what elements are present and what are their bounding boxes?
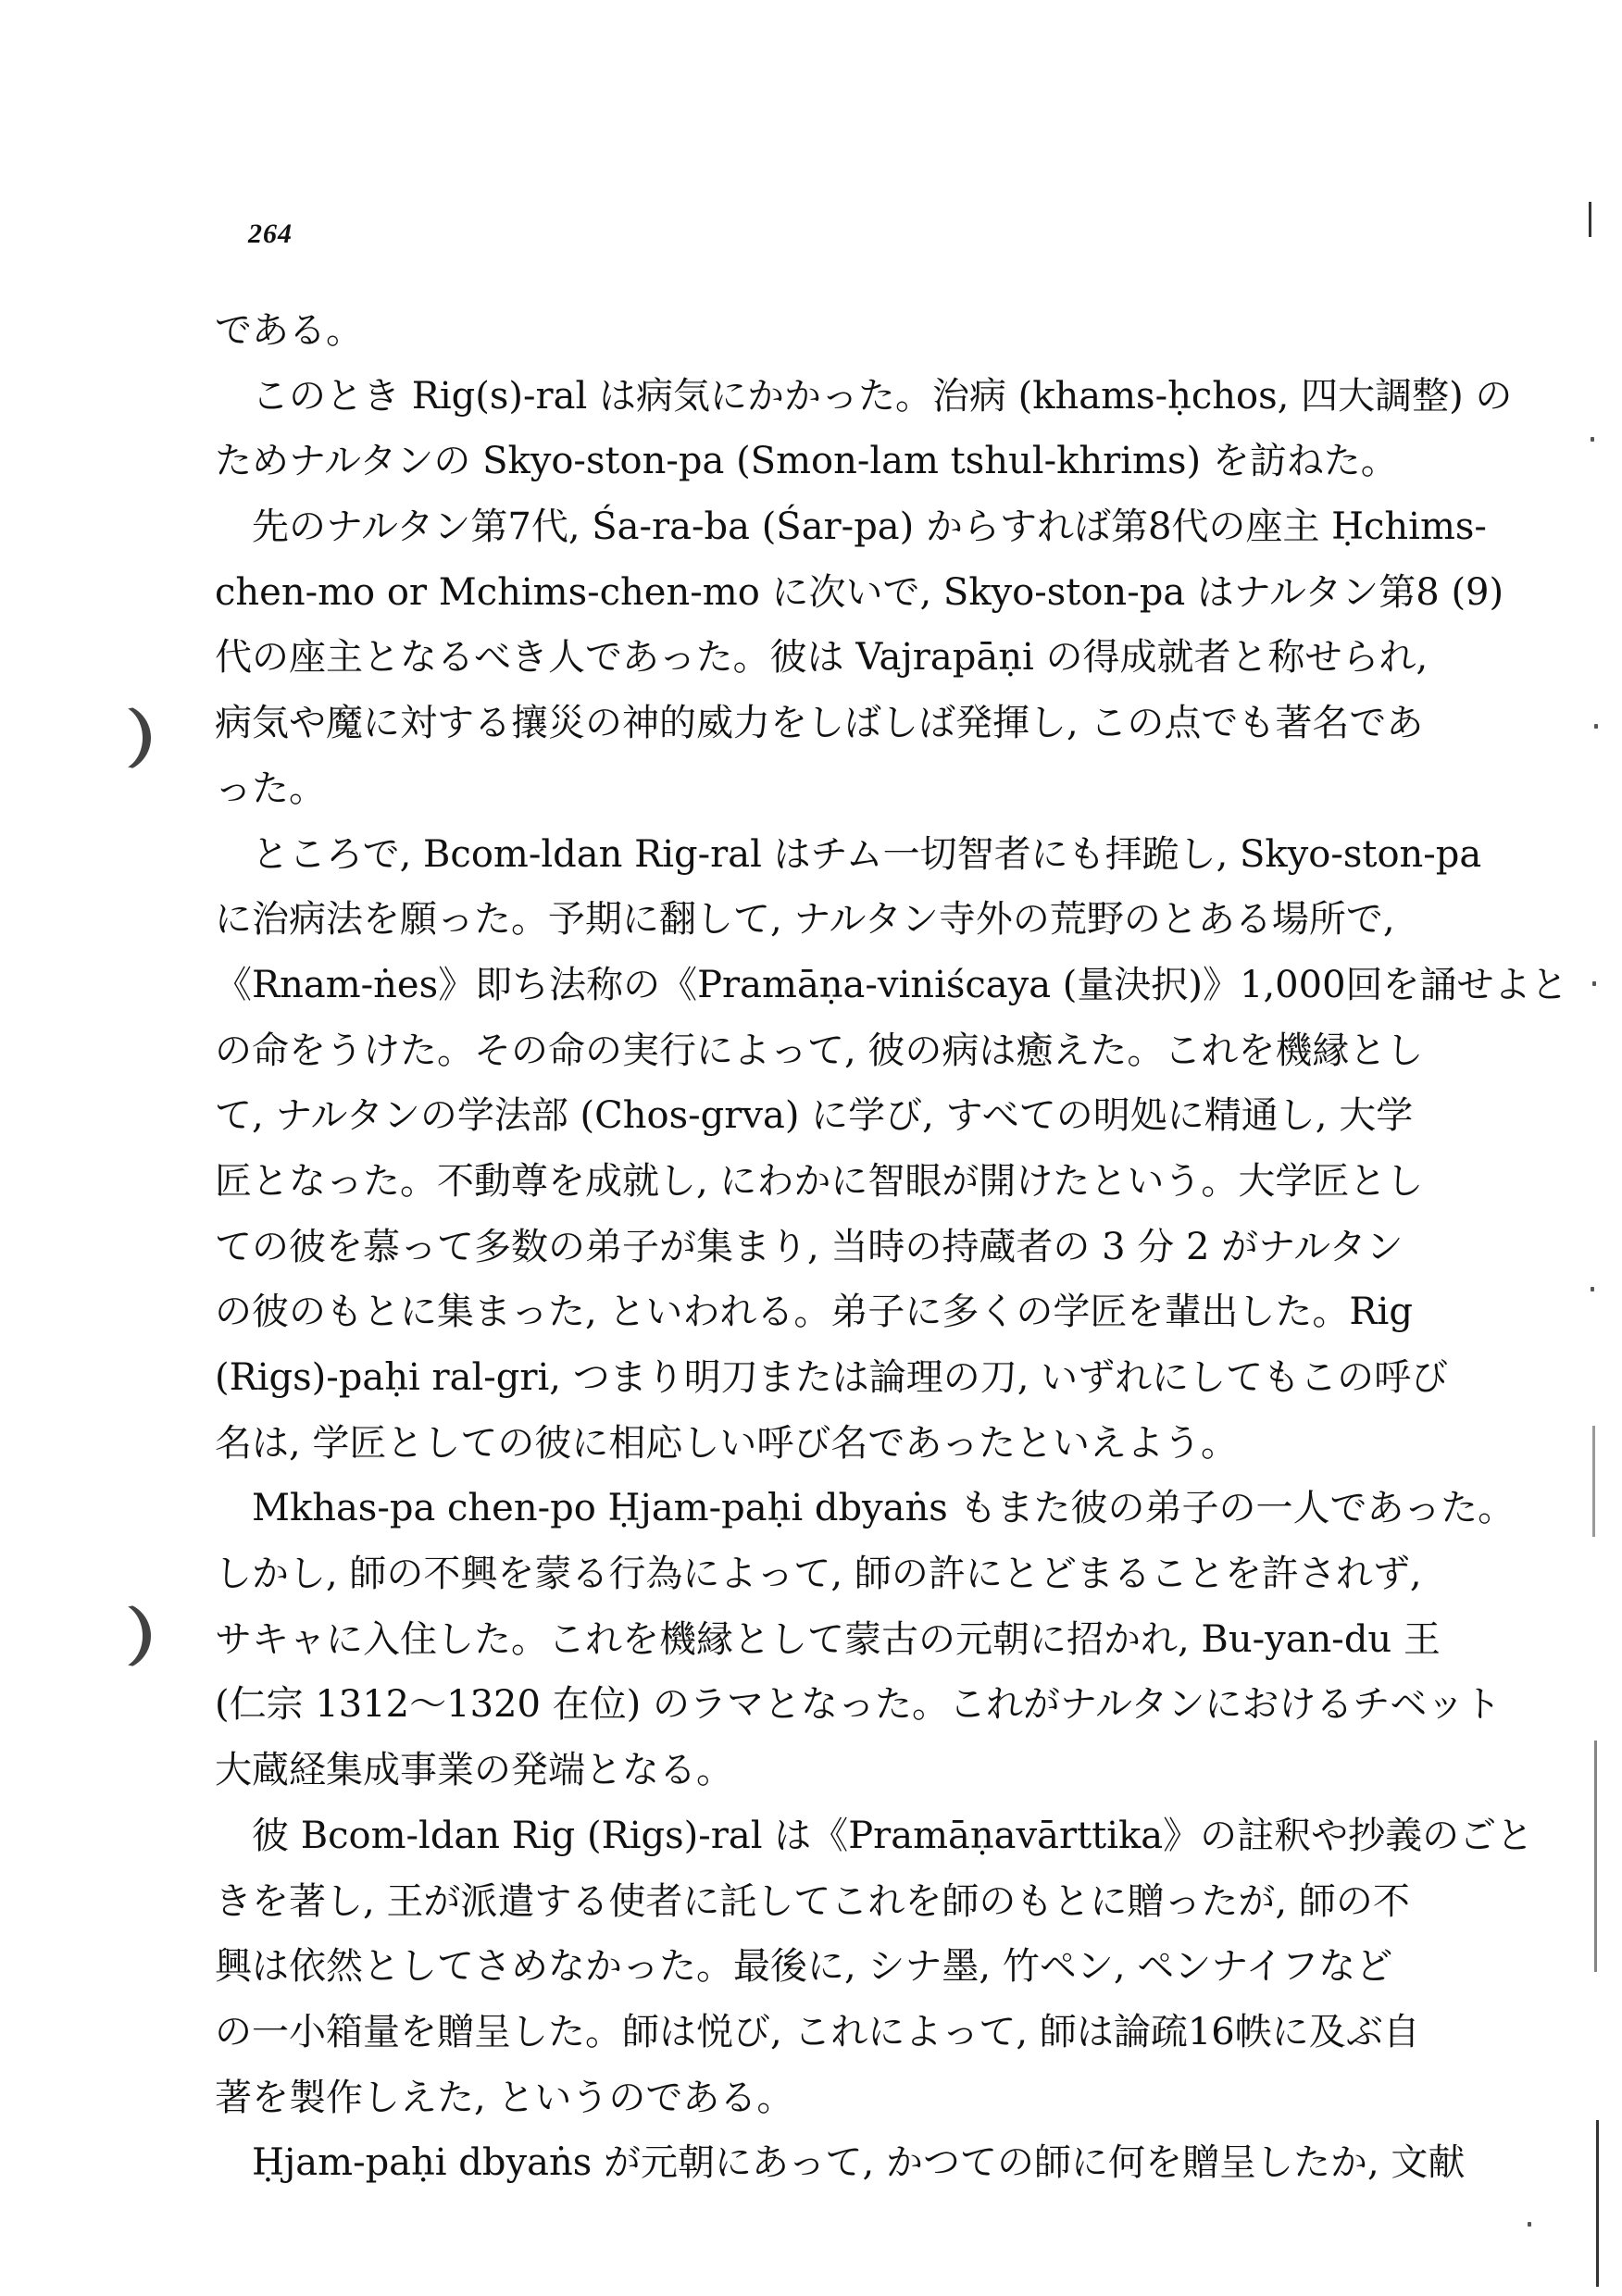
scan-edge-mark — [1592, 1426, 1595, 1537]
text-line: 匠となった。不動尊を成就し, にわかに智眼が開けたという。大学匠とし — [215, 1159, 1424, 1203]
text-line: しかし, 師の不興を蒙る行為によって, 師の許にとどまることを許されず, — [215, 1553, 1422, 1596]
binder-hole-mark-icon — [100, 704, 151, 772]
text-line: このとき Rig(s)-ral は病気にかかった。治病 (khams-ḥchos, 四大調整) の — [252, 374, 1513, 418]
scan-edge-mark — [1596, 2120, 1599, 2287]
scan-speck — [1592, 981, 1596, 986]
text-line: の命をうけた。その命の実行によって, 彼の病は癒えた。これを機縁とし — [215, 1029, 1424, 1072]
text-line: ためナルタンの Skyo-ston-pa (Smon-lam tshul-khrims) を訪ねた。 — [215, 440, 1398, 483]
text-line: 彼 Bcom-ldan Rig (Rigs)-ral は《Pramāṇavārttika》の註釈や抄義のごと — [252, 1814, 1534, 1857]
body-text — [215, 298, 1568, 2196]
text-line: である。 — [215, 309, 363, 352]
text-line: ところで, Bcom-ldan Rig-ral はチム一切智者にも拝跪し, Skyo-ston-pa — [252, 832, 1482, 876]
text-line: (仁宗 1312〜1320 在位) のラマとなった。これがナルタンにおけるチベット — [215, 1683, 1502, 1727]
text-line: 先のナルタン第7代, Śa-ra-ba (Śar-pa) からすれば第8代の座主 Ḥchims- — [252, 505, 1487, 549]
text-line: サキャに入住した。これを機縁として蒙古の元朝に招かれ, Bu-yan-du 王 — [215, 1617, 1441, 1661]
text-line: 病気や魔に対する攘災の神的威力をしばしば発揮し, この点でも著名であ — [215, 702, 1424, 745]
text-line: に治病法を願った。予期に翻して, ナルタン寺外の荒野のとある場所で, — [215, 898, 1395, 942]
text-line: chen-mo or Mchims-chen-mo に次いで, Skyo-ston-pa はナルタン第8 (9) — [215, 570, 1504, 614]
text-line: て, ナルタンの学法部 (Chos-grva) に学び, すべての明処に精通し, 大学 — [215, 1094, 1414, 1138]
text-line: 著を製作しえた, というのである。 — [215, 2076, 794, 2119]
text-line: の彼のもとに集まった, といわれる。弟子に多くの学匠を輩出した。Rig — [215, 1291, 1413, 1334]
text-line: (Rigs)-paḥi ral-gri, つまり明刀または論理の刀, いずれにしてもこの呼び — [215, 1356, 1449, 1399]
scan-speck — [1594, 724, 1598, 729]
text-line: の一小箱量を贈呈した。師は悦び, これによって, 師は論疏16帙に及ぶ自 — [215, 2010, 1420, 2053]
text-line: 名は, 学匠としての彼に相応しい呼び名であったといえよう。 — [215, 1421, 1239, 1465]
text-line: 大蔵経集成事業の発端となる。 — [215, 1749, 733, 1792]
scan-edge-mark — [1589, 202, 1591, 237]
text-line: った。 — [215, 767, 326, 810]
scan-speck — [1591, 1287, 1594, 1292]
scan-edge-mark — [1594, 1741, 1597, 1972]
text-line: Ḥjam-paḥi dbyaṅs が元朝にあって, かつての師に何を贈呈したか, 文献 — [252, 2141, 1466, 2185]
text-line: 代の座主となるべき人であった。彼は Vajrapāṇi の得成就者と称せられ, — [215, 636, 1429, 680]
text-line: 《Rnam-ṅes》即ち法称の《Pramāṇa-viniścaya (量決択)》1,000回を誦せよと — [215, 963, 1568, 1006]
text-line: Mkhas-pa chen-po Ḥjam-paḥi dbyaṅs もまた彼の弟子の一人であった。 — [252, 1487, 1516, 1530]
text-line: 興は依然としてさめなかった。最後に, シナ墨, 竹ペン, ペンナイフなど — [215, 1945, 1393, 1989]
page-number: 264 — [248, 218, 293, 249]
scan-speck — [1528, 2222, 1531, 2227]
text-line: ての彼を慕って多数の弟子が集まり, 当時の持蔵者の 3 分 2 がナルタン — [215, 1225, 1404, 1268]
binder-hole-mark-icon — [100, 1602, 151, 1670]
scan-speck — [1591, 437, 1594, 442]
text-line: きを著し, 王が派遣する使者に託してこれを師のもとに贈ったが, 師の不 — [215, 1879, 1410, 1923]
